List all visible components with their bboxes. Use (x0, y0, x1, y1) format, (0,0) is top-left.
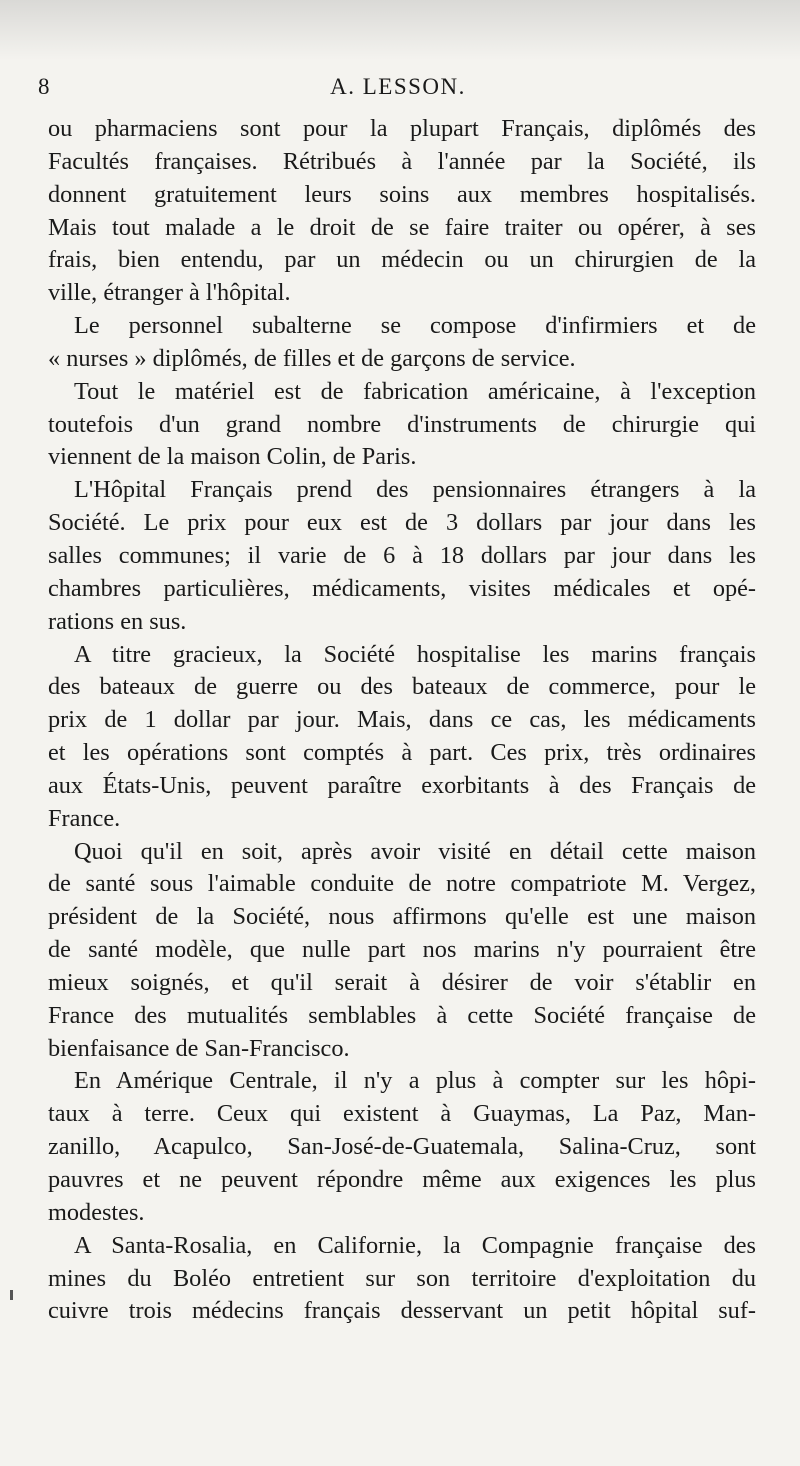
text-line: bienfaisance de San-Francisco. (48, 1034, 350, 1062)
page-header (38, 74, 758, 104)
text-line: Mais tout malade a le droit de se faire traiter ou opérer, à ses (48, 213, 756, 241)
text-line: A Santa-Rosalia, en Californie, la Compagnie française des (74, 1231, 756, 1259)
text-line: Tout le matériel est de fabrication américaine, à l'exception (74, 377, 756, 405)
text-line: rations en sus. (48, 607, 187, 635)
text-line: Société. Le prix pour eux est de 3 dollars par jour dans les (48, 509, 756, 537)
text-line: chambres particulières, médicaments, visites médicales et opé- (48, 574, 756, 602)
text-line: ville, étranger à l'hôpital. (48, 279, 291, 307)
text-line: modestes. (48, 1198, 145, 1226)
page-number: 8 (38, 74, 50, 99)
text-line: Facultés françaises. Rétribués à l'année par la Société, ils (48, 147, 756, 175)
text-line: toutefois d'un grand nombre d'instruments de chirurgie qui (48, 410, 756, 438)
text-line: donnent gratuitement leurs soins aux membres hospitalisés. (48, 180, 756, 208)
text-line: et les opérations sont comptés à part. Ces prix, très ordinaires (48, 739, 756, 767)
text-line: aux États-Unis, peuvent paraître exorbitants à des Français de (48, 771, 756, 799)
text-line: frais, bien entendu, par un médecin ou un chirurgien de la (48, 246, 756, 274)
margin-mark (10, 1290, 13, 1300)
text-line: En Amérique Centrale, il n'y a plus à compter sur les hôpi- (74, 1067, 756, 1095)
text-line: France des mutualités semblables à cette Société française de (48, 1001, 756, 1029)
text-line: « nurses » diplômés, de filles et de garçons de service. (48, 344, 576, 372)
text-line: ou pharmaciens sont pour la plupart Français, diplômés des (48, 115, 756, 142)
text-line: pauvres et ne peuvent répondre même aux exigences les plus (48, 1166, 756, 1193)
running-head: A. LESSON. (330, 74, 466, 99)
text-line: L'Hôpital Français prend des pensionnaires étrangers à la (74, 476, 756, 504)
body-text (48, 113, 756, 1328)
text-line: président de la Société, nous affirmons qu'elle est une maison (48, 903, 756, 931)
text-line: prix de 1 dollar par jour. Mais, dans ce cas, les médicaments (48, 706, 756, 734)
text-line: mines du Boléo entretient sur son territoire d'exploitation du (48, 1264, 756, 1292)
scan-smudge (0, 0, 800, 60)
text-line: mieux soignés, et qu'il serait à désirer de voir s'établir en (48, 968, 756, 996)
text-line: des bateaux de guerre ou des bateaux de commerce, pour le (48, 673, 756, 701)
text-line: de santé sous l'aimable conduite de notre compatriote M. Vergez, (48, 870, 756, 898)
text-line: France. (48, 804, 121, 832)
text-line: Le personnel subalterne se compose d'infirmiers et de (74, 312, 756, 340)
text-line: taux à terre. Ceux qui existent à Guaymas, La Paz, Man- (48, 1100, 756, 1128)
text-line: zanillo, Acapulco, San-José-de-Guatemala, Salina-Cruz, sont (48, 1133, 756, 1161)
text-line: viennent de la maison Colin, de Paris. (48, 443, 417, 471)
text-line: Quoi qu'il en soit, après avoir visité en détail cette maison (74, 837, 756, 865)
text-line: de santé modèle, que nulle part nos marins n'y pourraient être (48, 936, 756, 964)
text-line: A titre gracieux, la Société hospitalise les marins français (74, 640, 756, 668)
text-line: salles communes; il varie de 6 à 18 dollars par jour dans les (48, 541, 756, 569)
text-line: cuivre trois médecins français desservant un petit hôpital suf- (48, 1297, 756, 1325)
